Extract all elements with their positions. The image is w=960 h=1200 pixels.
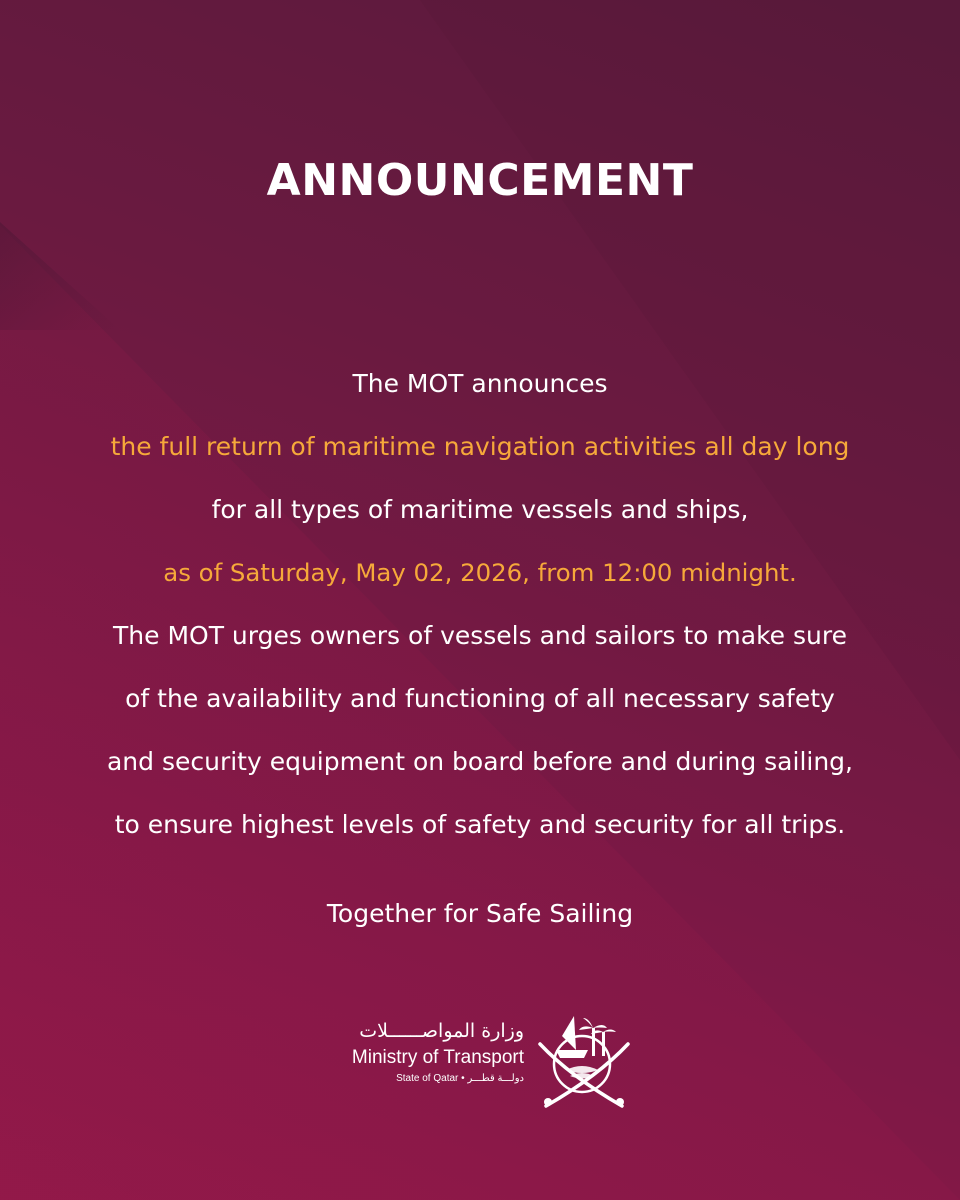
logo-english-name: Ministry of Transport	[351, 1047, 524, 1068]
qatar-emblem-icon	[530, 1006, 640, 1112]
announcement-line: of the availability and functioning of all necessary safety	[125, 684, 835, 713]
tagline: Together for Safe Sailing	[326, 899, 634, 928]
announcement-body	[40, 352, 920, 856]
ministry-logo	[318, 1006, 648, 1116]
announcement-line: and security equipment on board before and during sailing,	[106, 747, 854, 776]
highlighted-line: the full return of maritime navigation activities all day long	[110, 432, 850, 461]
announcement-line: The MOT urges owners of vessels and sailors to make sure	[113, 621, 847, 650]
logo-arabic-name: وزارة المواصــــــلات	[359, 1020, 524, 1042]
highlighted-line: as of Saturday, May 02, 2026, from 12:00 midnight.	[163, 558, 797, 587]
announcement-line: to ensure highest levels of safety and security for all trips.	[114, 810, 846, 839]
announcement-line: The MOT announces	[352, 369, 608, 398]
logo-state-name: State of Qatar • دولـــة قطـــر	[396, 1073, 524, 1084]
logo-text	[352, 1016, 524, 1088]
page-title: ANNOUNCEMENT	[266, 155, 694, 206]
announcement-line: for all types of maritime vessels and ships,	[211, 495, 749, 524]
